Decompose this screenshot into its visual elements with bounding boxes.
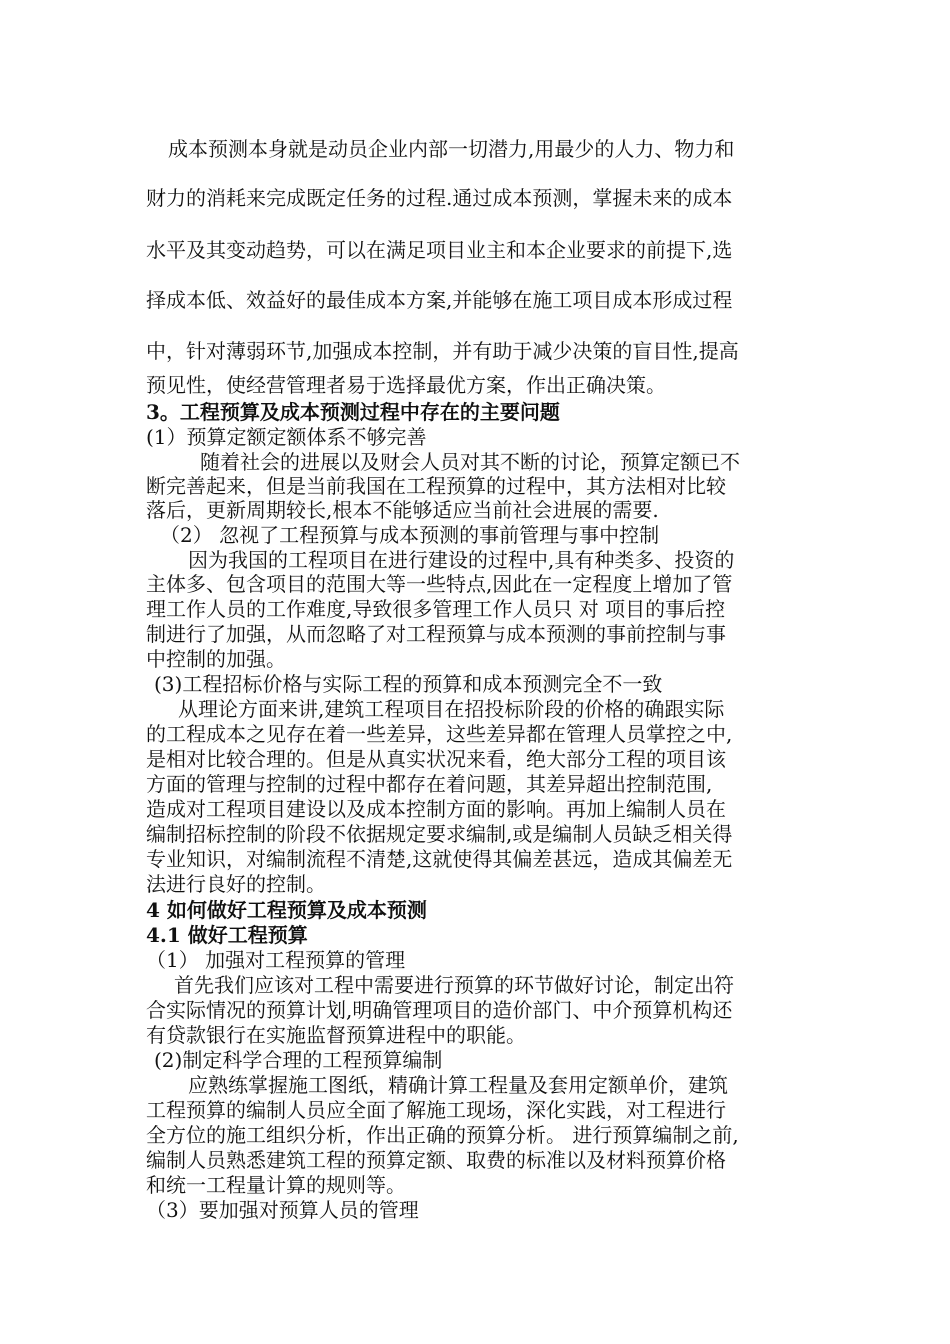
subsection-title: (2)制定科学合理的工程预算编制 — [154, 1048, 443, 1072]
subsection-title: (1）预算定额定额体系不够完善 — [146, 425, 427, 449]
section-4-heading: 4 如何做好工程预算及成本预测 — [146, 898, 427, 922]
paragraph-line: 法进行良好的控制。 — [146, 872, 326, 896]
intro-line: 中，针对薄弱环节,加强成本控制，并有助于减少决策的盲目性,提高 — [146, 339, 739, 363]
section-3-heading: 3。工程预算及成本预测过程中存在的主要问题 — [146, 400, 560, 424]
subsection-title: （1） 加强对工程预算的管理 — [146, 948, 406, 972]
paragraph-line: 编制人员熟悉建筑工程的预算定额、取费的标准以及材料预算价格 — [146, 1148, 726, 1172]
paragraph-line: 是相对比较合理的。但是从真实状况来看，绝大部分工程的项目该 — [146, 747, 726, 771]
paragraph-line: 编制招标控制的阶段不依据规定要求编制,或是编制人员缺乏相关得 — [146, 822, 733, 846]
paragraph-line: 有贷款银行在实施监督预算进程中的职能。 — [146, 1023, 526, 1047]
paragraph-line: 理工作人员的工作难度,导致很多管理工作人员只 对 项目的事后控 — [146, 597, 726, 621]
subsection-title: （2） 忽视了工程预算与成本预测的事前管理与事中控制 — [160, 523, 660, 547]
paragraph-line: 工程预算的编制人员应全面了解施工现场，深化实践，对工程进行 — [146, 1098, 726, 1122]
intro-line: 财力的消耗来完成既定任务的过程.通过成本预测，掌握未来的成本 — [146, 186, 733, 210]
paragraph-line: 制进行了加强，从而忽略了对工程预算与成本预测的事前控制与事 — [146, 622, 726, 646]
paragraph-line: 因为我国的工程项目在进行建设的过程中,具有种类多、投资的 — [188, 548, 735, 572]
paragraph-line: 全方位的施工组织分析，作出正确的预算分析。 进行预算编制之前, — [146, 1123, 739, 1147]
paragraph-line: 中控制的加强。 — [146, 647, 286, 671]
paragraph-line: 从理论方面来讲,建筑工程项目在招投标阶段的价格的确跟实际 — [178, 697, 725, 721]
paragraph-line: 随着社会的进展以及财会人员对其不断的讨论，预算定额已不 — [200, 450, 740, 474]
paragraph-line: 造成对工程项目建设以及成本控制方面的影响。再加上编制人员在 — [146, 797, 726, 821]
section-4-1-heading: 4.1 做好工程预算 — [146, 923, 308, 947]
paragraph-line: 首先我们应该对工程中需要进行预算的环节做好讨论，制定出符 — [174, 973, 734, 997]
paragraph-line: 和统一工程量计算的规则等。 — [146, 1173, 406, 1197]
paragraph-line: 的工程成本之见存在着一些差异，这些差异都在管理人员掌控之中, — [146, 722, 733, 746]
paragraph-line: 应熟练掌握施工图纸，精确计算工程量及套用定额单价，建筑 — [188, 1073, 728, 1097]
paragraph-line: 合实际情况的预算计划,明确管理项目的造价部门、中介预算机构还 — [146, 998, 733, 1022]
paragraph-line: 落后，更新周期较长,根本不能够适应当前社会进展的需要. — [146, 498, 659, 522]
intro-line: 择成本低、效益好的最佳成本方案,并能够在施工项目成本形成过程 — [146, 288, 733, 312]
paragraph-line: 断完善起来，但是当前我国在工程预算的过程中，其方法相对比较 — [146, 474, 726, 498]
subsection-title: （3）要加强对预算人员的管理 — [146, 1198, 419, 1222]
intro-line: 水平及其变动趋势，可以在满足项目业主和本企业要求的前提下,选 — [146, 238, 733, 262]
subsection-title: (3)工程招标价格与实际工程的预算和成本预测完全不一致 — [154, 672, 663, 696]
intro-line: 成本预测本身就是动员企业内部一切潜力,用最少的人力、物力和 — [168, 137, 735, 161]
intro-line: 预见性，使经营管理者易于选择最优方案，作出正确决策。 — [146, 373, 666, 397]
paragraph-line: 方面的管理与控制的过程中都存在着问题，其差异超出控制范围, — [146, 772, 713, 796]
paragraph-line: 主体多、包含项目的范围大等一些特点,因此在一定程度上增加了管 — [146, 572, 733, 596]
paragraph-line: 专业知识，对编制流程不清楚,这就使得其偏差甚远，造成其偏差无 — [146, 847, 733, 871]
